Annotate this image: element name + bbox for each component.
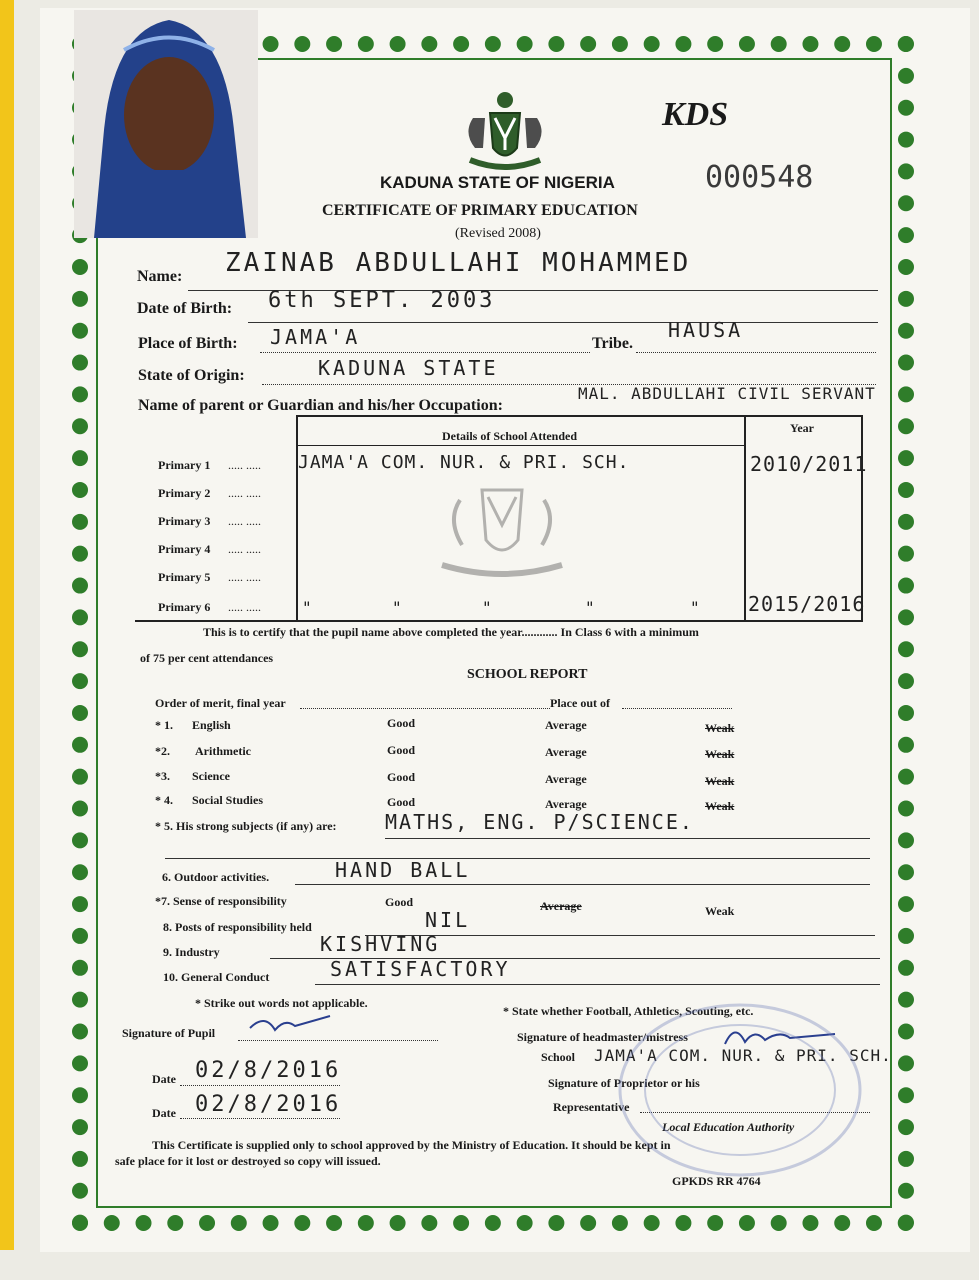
pupil-signature-icon (245, 1008, 335, 1043)
yellow-background-strip (0, 0, 14, 1250)
row-dots: ..... ..... (228, 458, 261, 472)
ditto-mark: " (585, 598, 598, 617)
table-bottom-rule (135, 620, 863, 622)
form-code: GPKDS RR 4764 (672, 1174, 761, 1188)
tribe-label: Tribe. (592, 335, 634, 352)
state-note: * State whether Football, Athletics, Scouting, etc. (503, 1004, 754, 1018)
tribe-value: HAUSA (668, 318, 744, 342)
grade-average: Average (545, 772, 587, 786)
origin-label: State of Origin: (138, 367, 245, 384)
dob-label: Date of Birth: (137, 300, 233, 317)
subject-number: * 1. (155, 718, 173, 732)
subject-number: * 4. (155, 793, 173, 807)
ditto-mark: " (392, 598, 405, 617)
ditto-mark: " (690, 598, 703, 617)
primary-row-label: Primary 2 (158, 486, 211, 500)
signature-head-label: Signature of headmaster/mistress (517, 1030, 688, 1044)
signature-proprietor-label: Signature of Proprietor or his (548, 1076, 700, 1090)
pob-line (260, 352, 590, 353)
grade-weak: Weak (705, 904, 735, 918)
school-label: School (541, 1050, 576, 1064)
order-of-merit-label: Order of merit, final year (155, 696, 286, 710)
subject-number: *3. (155, 769, 170, 783)
date-label: Date (152, 1106, 176, 1120)
subject-name: Social Studies (192, 793, 264, 807)
attendance-text: of 75 per cent attendances (140, 651, 274, 665)
date-label: Date (152, 1072, 176, 1086)
subject-name: English (192, 718, 231, 732)
date-value: 02/8/2016 (195, 1092, 342, 1117)
revised-note: (Revised 2008) (455, 226, 541, 241)
signature-pupil-label: Signature of Pupil (122, 1026, 216, 1040)
grade-good: Good (385, 895, 414, 909)
representative-label: Representative (553, 1100, 630, 1114)
date-line (180, 1118, 340, 1119)
grade-weak: Weak (705, 799, 735, 813)
grade-weak: Weak (705, 747, 735, 761)
serial-number: 000548 (705, 160, 814, 195)
certificate-title: CERTIFICATE OF PRIMARY EDUCATION (322, 202, 638, 219)
row-dots: ..... ..... (228, 600, 261, 614)
grade-good: Good (387, 716, 416, 730)
row-dots: ..... ..... (228, 486, 261, 500)
dob-line (248, 322, 878, 323)
grade-good: Good (387, 770, 416, 784)
subject-name: Arithmetic (195, 744, 251, 758)
grade-average: Average (545, 745, 587, 759)
pupil-photo (74, 10, 258, 238)
school-report-title: SCHOOL REPORT (467, 667, 588, 682)
grade-weak: Weak (705, 721, 735, 735)
name-label: Name: (137, 268, 183, 285)
place-out-of-label: Place out of (550, 696, 610, 710)
watermark-coat-of-arms-icon (432, 455, 572, 590)
name-value: ZAINAB ABDULLAHI MOHAMMED (225, 248, 692, 278)
row-dots: ..... ..... (228, 514, 261, 528)
grade-average: Average (545, 718, 587, 732)
dob-value: 6th SEPT. 2003 (268, 288, 496, 313)
industry-value: KISHVING (320, 932, 441, 956)
coat-of-arms-icon (455, 88, 555, 183)
grade-average: Average (545, 797, 587, 811)
general-conduct-value: SATISFACTORY (330, 957, 511, 981)
supply-note: This Certificate is supplied only to school approved by the Ministry of Education. It should be kept in (152, 1138, 671, 1152)
place-out-of-line (622, 708, 732, 709)
pob-label: Place of Birth: (138, 335, 238, 352)
school-value: JAMA'A COM. NUR. & PRI. SCH. (298, 452, 630, 473)
pob-value: JAMA'A (270, 325, 361, 349)
year-header: Year (790, 421, 814, 435)
ditto-mark: " (302, 598, 315, 617)
primary-row-label: Primary 3 (158, 514, 211, 528)
parent-value: MAL. ABDULLAHI CIVIL SERVANT (578, 384, 876, 403)
sense-responsibility-label: *7. Sense of responsibility (155, 894, 287, 908)
grade-good: Good (387, 743, 416, 757)
grade-good: Good (387, 795, 416, 809)
grade-average: Average (540, 899, 582, 913)
year-last: 2015/2016 (748, 592, 866, 616)
posts-responsibility-value: NIL (425, 908, 471, 932)
parent-label: Name of parent or Guardian and his/her Occupation: (138, 397, 503, 414)
school-header-rule (296, 445, 746, 446)
posts-responsibility-label: 8. Posts of responsibility held (163, 920, 312, 934)
year-first: 2010/2011 (750, 452, 868, 476)
strong-subjects-label: * 5. His strong subjects (if any) are: (155, 819, 337, 833)
state-title: KADUNA STATE OF NIGERIA (380, 173, 615, 192)
kds-code: KDS (662, 96, 729, 133)
primary-row-label: Primary 5 (158, 570, 211, 584)
certify-text: This is to certify that the pupil name above completed the year............ In Class 6 with a minimum (203, 625, 699, 639)
primary-row-label: Primary 6 (158, 600, 211, 614)
subject-name: Science (192, 769, 230, 783)
lea-label: Local Education Authority (662, 1120, 795, 1134)
row-dots: ..... ..... (228, 542, 261, 556)
primary-row-label: Primary 1 (158, 458, 211, 472)
row-dots: ..... ..... (228, 570, 261, 584)
subject-number: *2. (155, 744, 170, 758)
primary-row-label: Primary 4 (158, 542, 211, 556)
ditto-mark: " (482, 598, 495, 617)
supply-note: safe place for it lost or destroyed so copy will issued. (115, 1154, 381, 1168)
grade-weak: Weak (705, 774, 735, 788)
order-of-merit-line (300, 708, 550, 709)
industry-label: 9. Industry (163, 945, 220, 959)
strong-subjects-value: MATHS, ENG. P/SCIENCE. (385, 810, 694, 834)
tribe-line (636, 352, 876, 353)
school-signature-value: JAMA'A COM. NUR. & PRI. SCH. (594, 1046, 892, 1065)
outdoor-activities-line (295, 884, 870, 885)
general-conduct-label: 10. General Conduct (163, 970, 270, 984)
strong-subjects-line-2 (165, 858, 870, 859)
date-value: 02/8/2016 (195, 1058, 342, 1083)
general-conduct-line (315, 984, 880, 985)
official-stamp-icon (610, 990, 870, 1195)
posts-responsibility-line (365, 935, 875, 936)
origin-value: KADUNA STATE (318, 356, 499, 380)
outdoor-activities-label: 6. Outdoor activities. (162, 870, 270, 884)
strike-note: * Strike out words not applicable. (195, 996, 368, 1010)
strong-subjects-line (385, 838, 870, 839)
date-line (180, 1085, 340, 1086)
school-table-header: Details of School Attended (442, 429, 577, 443)
outdoor-activities-value: HAND BALL (335, 858, 471, 882)
